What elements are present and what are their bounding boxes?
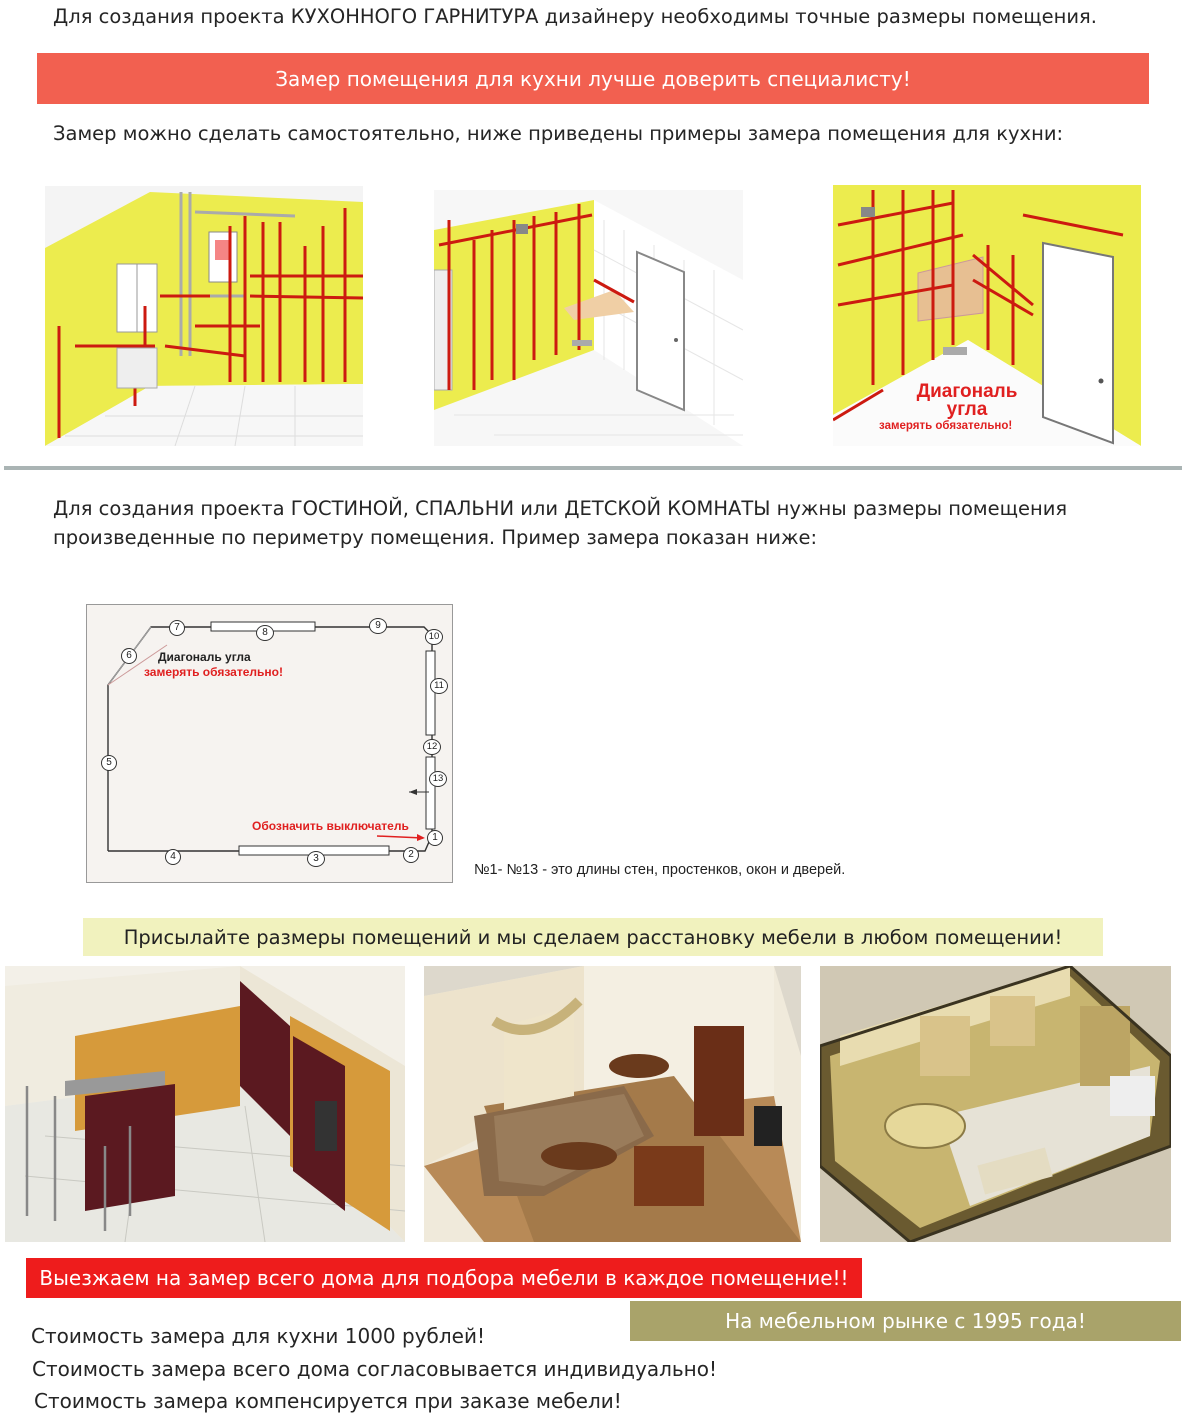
specialist-banner: Замер помещения для кухни лучше доверить специалисту! bbox=[37, 53, 1149, 104]
kitchen-furniture-render bbox=[5, 966, 405, 1242]
plan-marker-4: 4 bbox=[165, 849, 181, 865]
living-room-render bbox=[424, 966, 801, 1242]
plan-marker-12: 12 bbox=[423, 739, 441, 755]
section-divider bbox=[4, 466, 1182, 470]
floor-plan bbox=[86, 604, 453, 883]
kitchen-measure-illustration-3 bbox=[833, 185, 1141, 446]
cost-kitchen: Стоимость замера для кухни 1000 рублей! bbox=[31, 1324, 485, 1348]
rooms-text-line2: произведенные по периметру помещения. Пример замера показан ниже: bbox=[53, 526, 818, 549]
self-measure-text: Замер можно сделать самостоятельно, ниже приведены примеры замера помещения для кухни: bbox=[53, 122, 1064, 145]
send-sizes-banner: Присылайте размеры помещений и мы сделаем расстановку мебели в любом помещении! bbox=[83, 918, 1103, 956]
rooms-text-line1: Для создания проекта ГОСТИНОЙ, СПАЛЬНИ или ДЕТСКОЙ КОМНАТЫ нужны размеры помещения bbox=[53, 497, 1068, 520]
diagonal-required-label: замерять обязательно! bbox=[879, 420, 1013, 432]
cost-house: Стоимость замера всего дома согласовывается индивидуально! bbox=[32, 1357, 717, 1381]
plan-marker-5: 5 bbox=[101, 755, 117, 771]
plan-marker-2: 2 bbox=[403, 847, 419, 863]
plan-marker-7: 7 bbox=[169, 620, 185, 636]
diagonal-label-line2: угла bbox=[946, 399, 988, 420]
plan-diagonal-required: замерять обязательно! bbox=[144, 665, 283, 679]
kitchen-heading: Для создания проекта КУХОННОГО ГАРНИТУРА дизайнеру необходимы точные размеры помещения. bbox=[53, 5, 1097, 28]
plan-marker-13: 13 bbox=[429, 771, 447, 787]
diagonal-label-line1: Диагональ bbox=[916, 381, 1018, 402]
kitchen-measure-illustration-2 bbox=[434, 190, 743, 446]
plan-marker-9: 9 bbox=[369, 618, 387, 634]
plan-marker-3: 3 bbox=[307, 851, 325, 867]
plan-marker-6: 6 bbox=[121, 648, 137, 664]
plan-marker-11: 11 bbox=[430, 678, 448, 694]
open-plan-render bbox=[820, 966, 1171, 1242]
plan-marker-10: 10 bbox=[425, 629, 443, 645]
plan-marker-8: 8 bbox=[256, 625, 274, 641]
plan-marker-1: 1 bbox=[427, 830, 443, 846]
since-1995-banner: На мебельном рынке с 1995 года! bbox=[630, 1301, 1181, 1341]
plan-legend: №1- №13 - это длины стен, простенков, окон и дверей. bbox=[474, 862, 846, 878]
plan-switch-label: Обозначить выключатель bbox=[252, 819, 409, 833]
cost-compensated: Стоимость замера компенсируется при заказе мебели! bbox=[34, 1389, 622, 1413]
kitchen-measure-illustration-1 bbox=[45, 186, 363, 446]
whole-house-banner: Выезжаем на замер всего дома для подбора мебели в каждое помещение!! bbox=[26, 1258, 862, 1298]
plan-diagonal-label: Диагональ угла bbox=[158, 650, 251, 664]
